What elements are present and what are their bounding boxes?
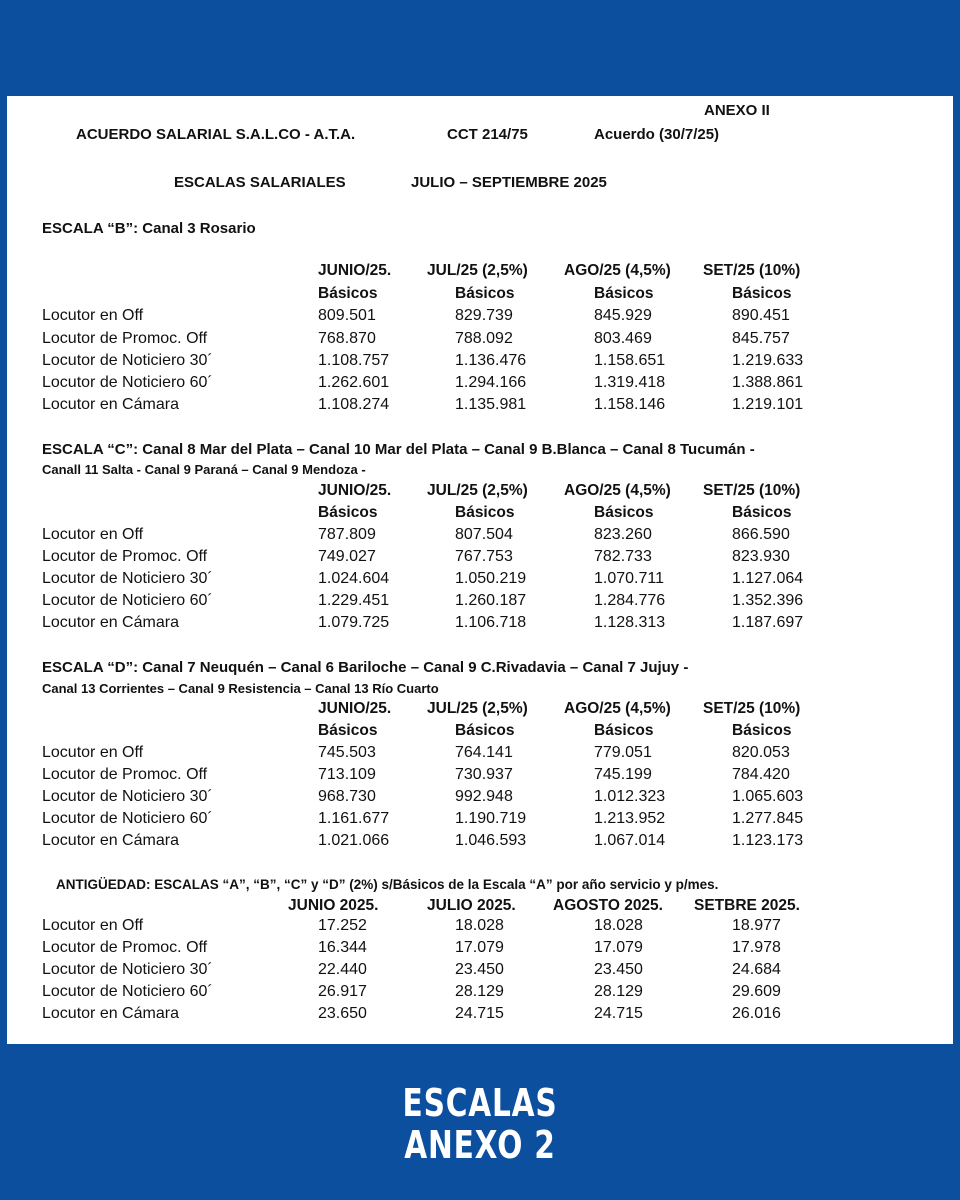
section-b-title: ESCALA “B”: Canal 3 Rosario [42,220,256,237]
section-c-cell: 1.128.313 [594,614,666,631]
section-c-row-label: Locutor de Noticiero 30´ [42,570,213,587]
agreement-title: ACUERDO SALARIAL S.A.L.CO - A.T.A. [76,126,356,143]
seniority-col-4: SETBRE 2025. [694,897,800,914]
section-d-cell: 968.730 [318,788,376,805]
section-b-row-label: Locutor en Off [42,307,144,324]
section-c-cell: 749.027 [318,548,376,565]
seniority-cell: 23.650 [318,1005,367,1022]
section-b-col-3-label: Básicos [594,285,654,302]
footer-caption [106,1082,855,1166]
section-b-cell: 890.451 [732,307,790,324]
section-b-cell: 829.739 [455,307,513,324]
section-d-cell: 745.503 [318,744,376,761]
section-d-row-label: Locutor de Noticiero 30´ [42,788,213,805]
section-c-row-label: Locutor en Cámara [42,614,179,631]
section-c-col-2-period: JUL/25 (2,5%) [427,482,528,499]
section-c-cell: 1.079.725 [318,614,390,631]
section-d-cell: 1.123.173 [732,832,804,849]
seniority-cell: 16.344 [318,939,367,956]
section-c-cell: 1.229.451 [318,592,390,609]
section-c-row-label: Locutor de Promoc. Off [42,548,208,565]
section-b-col-4-label: Básicos [732,285,792,302]
section-b-cell: 788.092 [455,330,513,347]
section-d-cell: 730.937 [455,766,513,783]
section-d-col-3-label: Básicos [594,722,654,739]
section-d-cell: 820.053 [732,744,790,761]
section-b-cell: 1.158.146 [594,396,666,413]
section-d-cell: 992.948 [455,788,513,805]
seniority-row-label: Locutor de Noticiero 30´ [42,961,213,978]
section-d-cell: 1.046.593 [455,832,527,849]
scales-title: ESCALAS SALARIALES [174,174,346,191]
section-d-col-3-period: AGO/25 (4,5%) [564,700,671,717]
section-d-col-4-period: SET/25 (10%) [703,700,801,717]
section-d-col-2-label: Básicos [455,722,515,739]
section-b-cell: 1.294.166 [455,374,527,391]
section-d-cell: 1.067.014 [594,832,666,849]
section-b-cell: 1.388.861 [732,374,804,391]
section-b-cell: 1.219.101 [732,396,804,413]
section-b-col-1-label: Básicos [318,285,378,302]
seniority-cell: 22.440 [318,961,367,978]
section-b-cell: 845.929 [594,307,652,324]
section-b-cell: 1.108.757 [318,352,390,369]
section-c-col-1-period: JUNIO/25. [318,482,392,499]
section-c-col-4-period: SET/25 (10%) [703,482,801,499]
section-c-cell: 1.024.604 [318,570,390,587]
seniority-cell: 29.609 [732,983,781,1000]
section-d-row-label: Locutor en Cámara [42,832,179,849]
section-c-cell: 823.930 [732,548,790,565]
section-c-col-1-label: Básicos [318,504,378,521]
seniority-cell: 24.715 [594,1005,643,1022]
section-c-cell: 1.106.718 [455,614,527,631]
seniority-col-2: JULIO 2025. [427,897,516,914]
section-c-cell: 1.050.219 [455,570,527,587]
section-b-row-label: Locutor de Promoc. Off [42,330,208,347]
section-d-cell: 1.190.719 [455,810,527,827]
section-c-cell: 1.127.064 [732,570,804,587]
period-title: JULIO – SEPTIEMBRE 2025 [411,174,607,191]
section-d-col-1-label: Básicos [318,722,378,739]
section-b-cell: 1.158.651 [594,352,666,369]
seniority-row-label: Locutor de Noticiero 60´ [42,983,213,1000]
seniority-cell: 17.252 [318,917,367,934]
section-b-cell: 1.108.274 [318,396,390,413]
section-c-cell: 866.590 [732,526,790,543]
section-d-cell: 784.420 [732,766,790,783]
seniority-cell: 23.450 [594,961,643,978]
seniority-col-1: JUNIO 2025. [288,897,379,914]
seniority-cell: 18.977 [732,917,781,934]
section-b-row-label: Locutor de Noticiero 30´ [42,352,213,369]
section-b-cell: 809.501 [318,307,376,324]
section-c-cell: 1.070.711 [594,570,664,587]
section-d-col-2-period: JUL/25 (2,5%) [427,700,528,717]
section-c-cell: 1.284.776 [594,592,666,609]
seniority-cell: 17.978 [732,939,781,956]
footer-line-1: ESCALAS [402,1081,558,1125]
section-c-cell: 782.733 [594,548,652,565]
section-b-col-4-period: SET/25 (10%) [703,262,801,279]
section-c-cell: 1.260.187 [455,592,527,609]
footer-line-2: ANEXO 2 [404,1123,556,1167]
section-c-col-3-period: AGO/25 (4,5%) [564,482,671,499]
section-c-cell: 807.504 [455,526,513,543]
seniority-cell: 18.028 [594,917,643,934]
section-d-row-label: Locutor en Off [42,744,144,761]
salary-document [7,96,953,1044]
section-c-cell: 767.753 [455,548,513,565]
section-d-cell: 745.199 [594,766,652,783]
section-d-row-label: Locutor de Promoc. Off [42,766,208,783]
section-b-col-2-label: Básicos [455,285,515,302]
section-d-row-label: Locutor de Noticiero 60´ [42,810,213,827]
section-d-cell: 1.021.066 [318,832,390,849]
section-c-col-2-label: Básicos [455,504,515,521]
section-d-cell: 1.065.603 [732,788,804,805]
section-c-col-3-label: Básicos [594,504,654,521]
section-c-cell: 1.352.396 [732,592,804,609]
seniority-cell: 17.079 [455,939,504,956]
seniority-cell: 26.016 [732,1005,781,1022]
seniority-row-label: Locutor en Off [42,917,144,934]
annex-label: ANEXO II [704,102,770,119]
section-c-cell: 823.260 [594,526,652,543]
seniority-cell: 26.917 [318,983,367,1000]
section-d-cell: 1.213.952 [594,810,666,827]
section-d-subtitle: Canal 13 Corrientes – Canal 9 Resistencia – Canal 13 Río Cuarto [42,681,439,696]
section-b-cell: 768.870 [318,330,376,347]
seniority-cell: 17.079 [594,939,643,956]
section-b-col-2-period: JUL/25 (2,5%) [427,262,528,279]
agreement-date: Acuerdo (30/7/25) [594,126,720,143]
section-b-row-label: Locutor en Cámara [42,396,179,413]
seniority-cell: 23.450 [455,961,504,978]
section-d-cell: 764.141 [455,744,513,761]
seniority-cell: 18.028 [455,917,504,934]
section-d-cell: 1.012.323 [594,788,666,805]
seniority-cell: 28.129 [455,983,504,1000]
section-c-row-label: Locutor de Noticiero 60´ [42,592,213,609]
section-c-title: ESCALA “C”: Canal 8 Mar del Plata – Canal 10 Mar del Plata – Canal 9 B.Blanca – Canal 8 Tucumán - [42,441,755,458]
section-c-cell: 787.809 [318,526,376,543]
seniority-cell: 28.129 [594,983,643,1000]
section-d-cell: 713.109 [318,766,376,783]
section-b-col-3-period: AGO/25 (4,5%) [564,262,671,279]
section-d-title: ESCALA “D”: Canal 7 Neuquén – Canal 6 Bariloche – Canal 9 C.Rivadavia – Canal 7 Jujuy - [42,659,689,676]
section-c-col-4-label: Básicos [732,504,792,521]
seniority-title: ANTIGÜEDAD: ESCALAS “A”, “B”, “C” y “D” (2%) s/Básicos de la Escala “A” por año servicio y p/mes. [56,877,719,892]
section-b-cell: 1.135.981 [455,396,527,413]
section-b-cell: 1.262.601 [318,374,390,391]
section-d-cell: 1.277.845 [732,810,804,827]
seniority-cell: 24.684 [732,961,781,978]
section-b-cell: 803.469 [594,330,652,347]
section-d-cell: 779.051 [594,744,652,761]
section-c-row-label: Locutor en Off [42,526,144,543]
section-b-col-1-period: JUNIO/25. [318,262,392,279]
cct-number: CCT 214/75 [447,126,528,143]
section-d-col-1-period: JUNIO/25. [318,700,392,717]
section-b-cell: 1.319.418 [594,374,666,391]
section-c-subtitle: Canall 11 Salta - Canal 9 Paraná – Canal 9 Mendoza - [42,462,366,477]
seniority-row-label: Locutor de Promoc. Off [42,939,208,956]
seniority-cell: 24.715 [455,1005,504,1022]
seniority-row-label: Locutor en Cámara [42,1005,179,1022]
section-b-row-label: Locutor de Noticiero 60´ [42,374,213,391]
section-c-cell: 1.187.697 [732,614,804,631]
section-d-cell: 1.161.677 [318,810,390,827]
seniority-col-3: AGOSTO 2025. [553,897,663,914]
section-b-cell: 845.757 [732,330,790,347]
section-d-col-4-label: Básicos [732,722,792,739]
section-b-cell: 1.219.633 [732,352,804,369]
section-b-cell: 1.136.476 [455,352,527,369]
